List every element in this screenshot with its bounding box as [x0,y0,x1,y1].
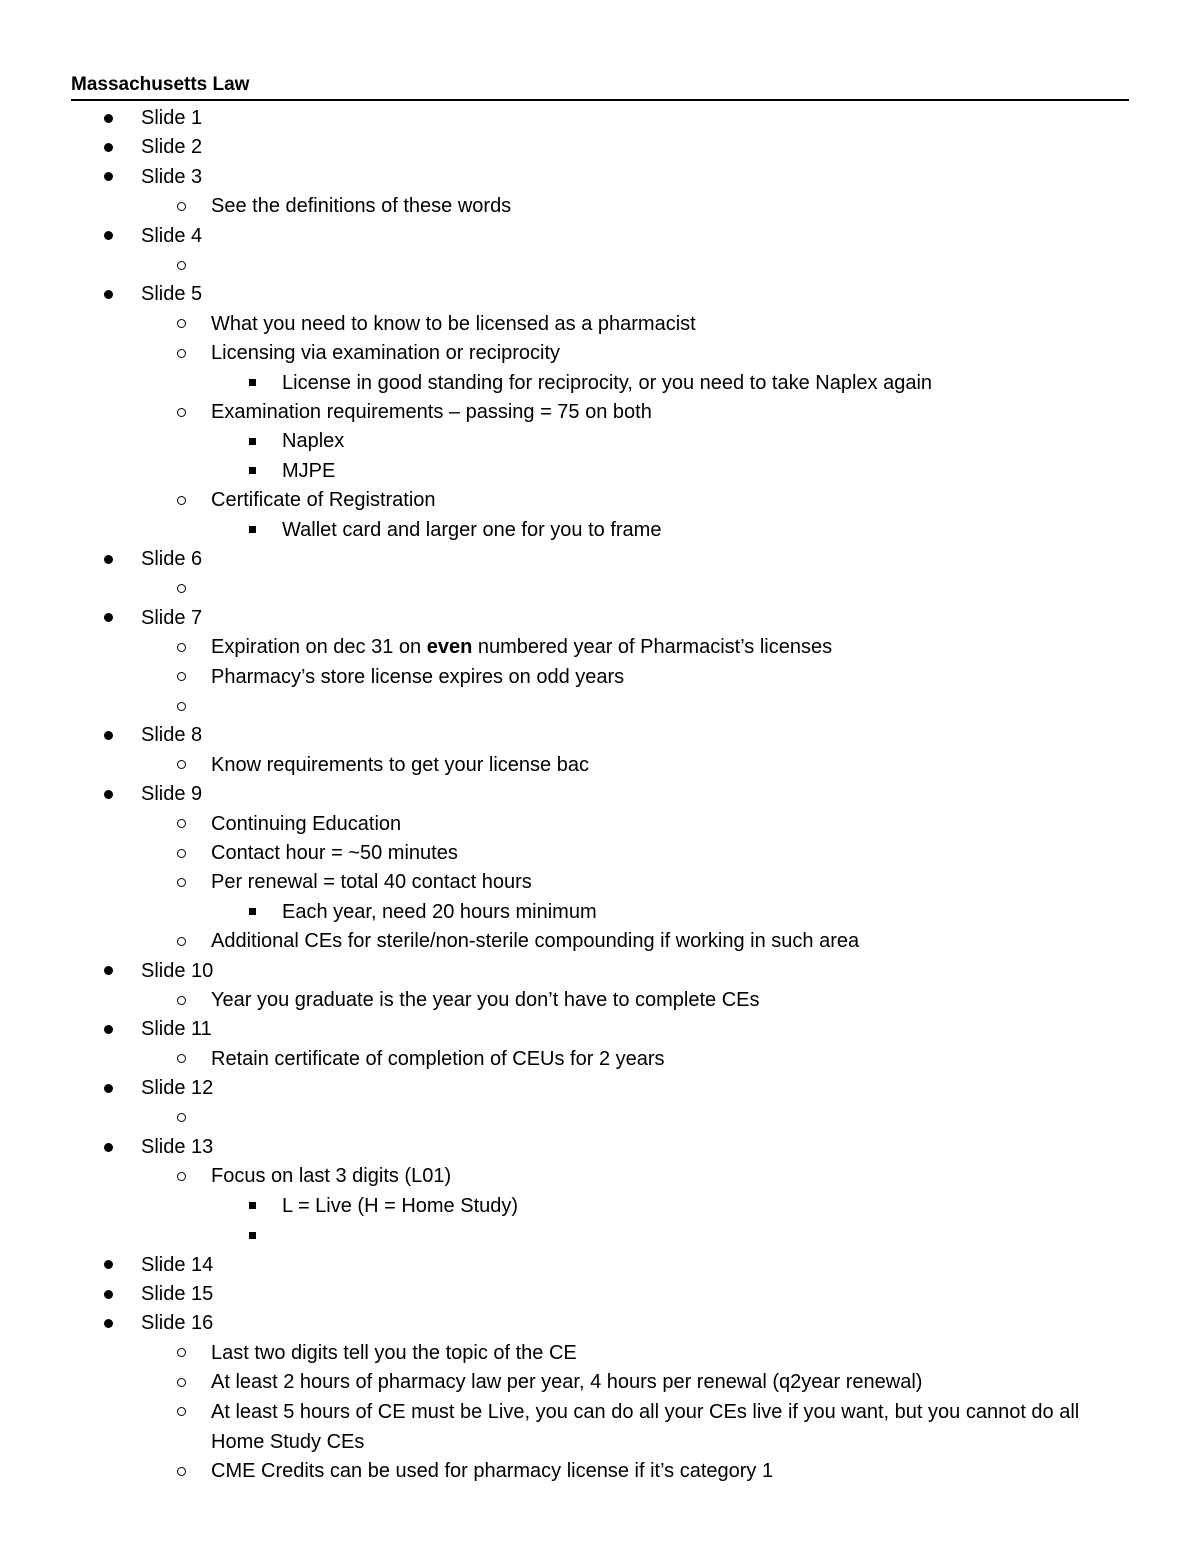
outline-item-level3: Wallet card and larger one for you to frame [282,518,662,541]
outline-item-level2: Continuing Education [211,812,402,835]
bullet-filled-dot [104,290,113,299]
document-title: Massachusetts Law [71,74,250,95]
outline-item-level2 [211,635,832,659]
outline-item-level3: License in good standing for reciprocity, or you need to take Naplex again [282,371,933,394]
bullet-filled-dot [104,966,113,975]
bullet-hollow-circle [177,819,186,828]
bullet-hollow-circle [177,202,186,211]
bullet-square [249,908,256,915]
bullet-filled-dot [104,1260,113,1269]
outline-item-level1: Slide 8 [141,724,203,747]
outline-item-level2: At least 5 hours of CE must be Live, you can do all your CEs live if you want, but you cannot do all Home Study CEs [211,1400,1080,1453]
outline-item-level2: Year you graduate is the year you don’t have to complete CEs [211,989,760,1011]
title-underline [71,99,1129,101]
text-run: Expiration on dec 31 on [211,636,427,659]
outline-item-level1: Slide 5 [141,283,203,306]
outline-item-level2: Examination requirements – passing = 75 on both [211,401,652,423]
outline-item-level3: L = Live (H = Home Study) [282,1194,519,1217]
bullet-filled-dot [104,114,113,123]
bullet-filled-dot [104,1025,113,1034]
bullet-hollow-circle [177,1348,186,1357]
outline-item-level2: Pharmacy’s store license expires on odd years [211,665,625,688]
bullet-hollow-circle [177,319,186,328]
bullet-hollow-circle [177,349,186,358]
bullet-filled-dot [104,1084,113,1093]
outline-item-level1: Slide 6 [141,548,203,570]
bullet-filled-dot [104,1319,113,1328]
outline-item-level1: Slide 16 [141,1312,214,1335]
outline-item-level2: Last two digits tell you the topic of the CE [211,1341,577,1364]
outline-item-level2: Certificate of Registration [211,489,436,512]
bullet-hollow-circle [177,702,186,711]
outline-item-level1: Slide 12 [141,1077,214,1100]
outline-item-level2: See the definitions of these words [211,195,512,218]
bullet-hollow-circle [177,1467,186,1476]
bullet-hollow-circle [177,1378,186,1387]
bullet-hollow-circle [177,408,186,417]
outline-item-level1: Slide 4 [141,224,203,247]
outline-item-level2: Per renewal = total 40 contact hours [211,871,532,894]
bullet-filled-dot [104,555,113,564]
outline-item-level1: Slide 11 [141,1018,212,1041]
bullet-hollow-circle [177,760,186,769]
bullet-hollow-circle [177,584,186,593]
bullet-hollow-circle [177,672,186,681]
outline-item-level2: Licensing via examination or reciprocity [211,342,561,365]
bullet-hollow-circle [177,878,186,887]
outline-item-level2: At least 2 hours of pharmacy law per year, 4 hours per renewal (q2year renewal) [211,1371,923,1394]
outline-item-level1: Slide 7 [141,606,203,629]
emphasized-word: even [426,636,473,659]
bullet-hollow-circle [177,1054,186,1063]
bullet-filled-dot [104,231,113,240]
outline-item-level1: Slide 2 [141,136,203,159]
outline-item-level2: CME Credits can be used for pharmacy license if it’s category 1 [211,1460,774,1482]
outline-item-level1: Slide 9 [141,783,203,806]
bullet-filled-dot [104,790,113,799]
bullet-square [249,1232,256,1239]
bullet-square [249,526,256,533]
bullet-filled-dot [104,1143,113,1152]
outline-item-level2: Contact hour = ~50 minutes [211,842,458,864]
bullet-hollow-circle [177,1113,186,1122]
bullet-filled-dot [104,172,113,181]
outline-item-level1: Slide 10 [141,959,214,982]
bullet-filled-dot [104,1290,113,1299]
outline-item-level3: MJPE [282,459,336,482]
bullet-square [249,379,256,386]
outline-item-level3: Naplex [282,430,345,453]
bullet-hollow-circle [177,496,186,505]
outline-item-level1: Slide 15 [141,1283,214,1305]
outline-item-level3: Each year, need 20 hours minimum [282,900,597,923]
bullet-hollow-circle [177,643,186,652]
bullet-hollow-circle [177,1172,186,1181]
text-run: numbered year of Pharmacist’s licenses [472,636,833,659]
outline-item-level2: Retain certificate of completion of CEUs for 2 years [211,1047,665,1070]
outline-item-level1: Slide 3 [141,165,203,188]
bullet-hollow-circle [177,1407,186,1416]
outline-item-level2: Focus on last 3 digits (L01) [211,1165,452,1188]
bullet-square [249,467,256,474]
bullet-hollow-circle [177,849,186,858]
outline-item-level1: Slide 1 [141,107,203,129]
bullet-hollow-circle [177,996,186,1005]
outline-item-level2: What you need to know to be licensed as a pharmacist [211,312,696,335]
bullet-hollow-circle [177,937,186,946]
bullet-hollow-circle [177,261,186,270]
bullet-square [249,438,256,445]
bullet-filled-dot [104,613,113,622]
outline-item-level1: Slide 13 [141,1136,214,1158]
outline-item-level2: Additional CEs for sterile/non-sterile compounding if working in such area [211,930,860,953]
outline-item-level2: Know requirements to get your license bac [211,753,589,776]
outline-item-level1: Slide 14 [141,1253,214,1276]
bullet-square [249,1202,256,1209]
bullet-filled-dot [104,731,113,740]
bullet-filled-dot [104,143,113,152]
